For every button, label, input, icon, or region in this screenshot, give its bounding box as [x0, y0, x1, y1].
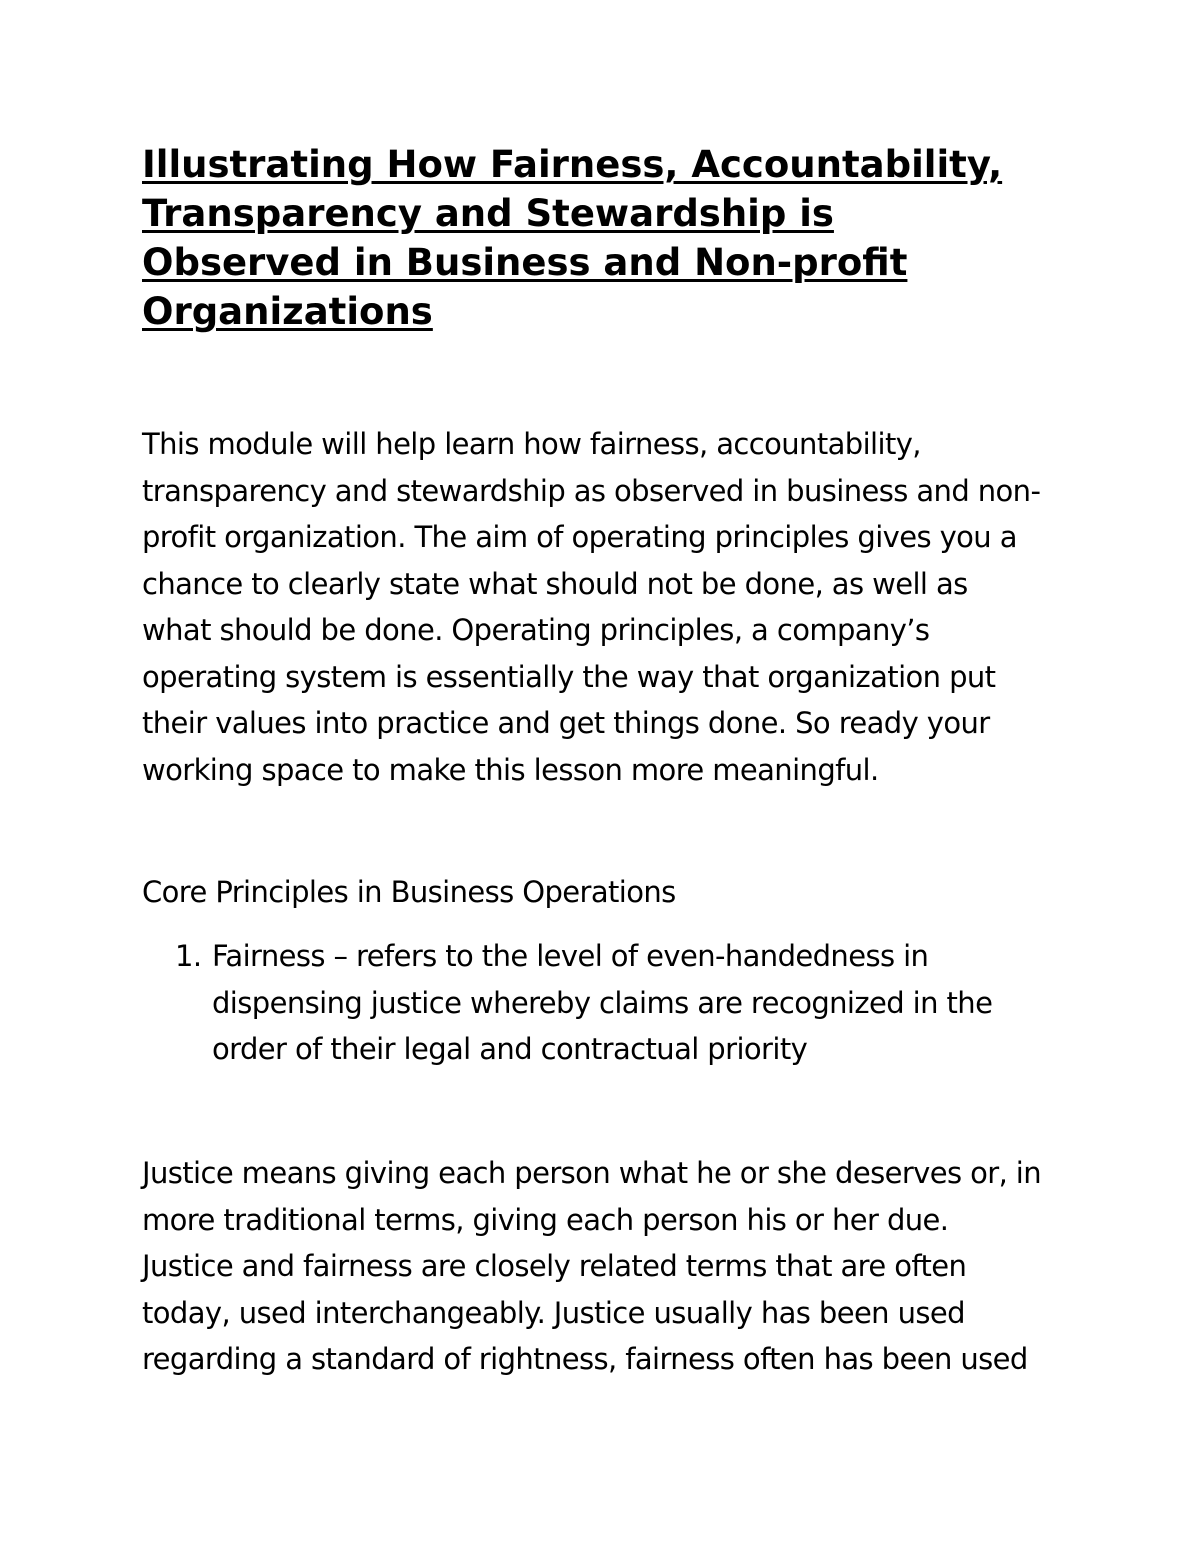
title-line: Transparency and Stewardship is [142, 192, 834, 235]
list-item-line: Fairness – refers to the level of even-handedness in [212, 939, 929, 973]
section-heading: Core Principles in Business Operations [142, 875, 676, 909]
intro-line: chance to clearly state what should not be done, as well as [142, 566, 968, 601]
document-title [142, 140, 1072, 336]
list-item [175, 933, 1065, 1073]
intro-line: This module will help learn how fairness, accountability, [142, 427, 921, 461]
justice-line: Justice means giving each person what he or she deserves or, in [142, 1156, 1042, 1190]
list-item-line: dispensing justice whereby claims are recognized in the [212, 985, 993, 1020]
list-item-number: 1. [175, 939, 202, 973]
list-item-line: order of their legal and contractual priority [212, 1032, 808, 1066]
justice-line: Justice and fairness are closely related terms that are often [142, 1249, 967, 1283]
title-line: Illustrating How Fairness, Accountability, [142, 143, 1003, 186]
intro-line: working space to make this lesson more meaningful. [142, 752, 879, 787]
numbered-list [175, 933, 1065, 1073]
intro-paragraph [142, 421, 1062, 793]
justice-line: today, used interchangeably. Justice usually has been used [142, 1295, 965, 1330]
intro-line: profit organization. The aim of operating principles gives you a [142, 520, 1017, 554]
justice-line: more traditional terms, giving each person his or her due. [142, 1202, 949, 1237]
intro-line: what should be done. Operating principles, a company’s [142, 613, 930, 647]
justice-line: regarding a standard of rightness, fairness often has been used [142, 1342, 1028, 1376]
title-line: Observed in Business and Non-profit [142, 241, 908, 284]
intro-line: transparency and stewardship as observed in business and non- [142, 473, 1041, 508]
justice-paragraph [142, 1150, 1062, 1383]
title-line: Organizations [142, 290, 433, 333]
intro-line: their values into practice and get things done. So ready your [142, 706, 990, 740]
intro-line: operating system is essentially the way that organization put [142, 659, 996, 694]
